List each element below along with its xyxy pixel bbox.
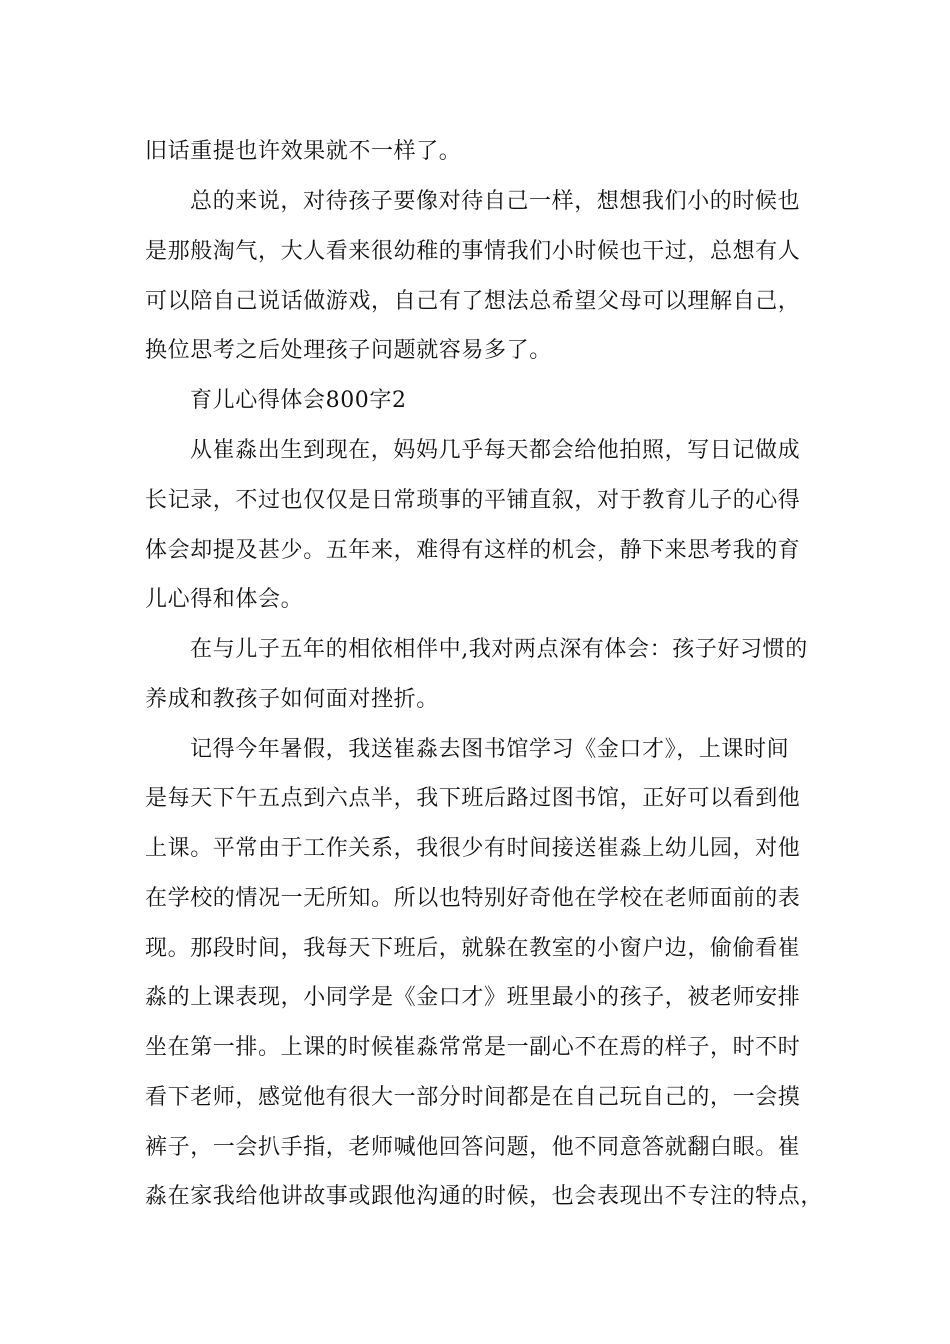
text-line-16: 在学校的情况一无所知。所以也特别好奇他在学校在老师面前的表	[145, 886, 801, 911]
text-line-2: 总的来说，对待孩子要像对待自己一样，想想我们小的时候也	[190, 189, 801, 214]
text-line-3: 是那般淘气，大人看来很幼稚的事情我们小时候也干过，总想有人	[145, 239, 801, 264]
text-line-15: 上课。平常由于工作关系，我很少有时间接送崔淼上幼儿园，对他	[145, 836, 801, 861]
text-line-4: 可以陪自己说话做游戏，自己有了想法总希望父母可以理解自己，	[145, 289, 801, 314]
text-line-20: 看下老师，感觉他有很大一部分时间都是在自己玩自己的，一会摸	[145, 1085, 801, 1110]
text-line-19: 坐在第一排。上课的时候崔淼常常是一副心不在焉的样子，时不时	[145, 1035, 801, 1060]
text-line-9: 体会却提及甚少。五年来，难得有这样的机会，静下来思考我的育	[145, 538, 801, 563]
text-line-5: 换位思考之后处理孩子问题就容易多了。	[145, 338, 552, 363]
section-heading: 育儿心得体会800字2	[190, 388, 407, 413]
text-line-17: 现。那段时间，我每天下班后，就躲在教室的小窗户边，偷偷看崔	[145, 936, 801, 961]
text-line-8: 长记录，不过也仅仅是日常琐事的平铺直叙，对于教育儿子的心得	[145, 488, 801, 513]
text-line-13: 记得今年暑假，我送崔淼去图书馆学习《金口才》，上课时间	[190, 737, 790, 762]
text-line-22: 淼在家我给他讲故事或跟他沟通的时候，也会表现出不专注的特点，	[145, 1184, 824, 1209]
text-line-7: 从崔淼出生到现在，妈妈几乎每天都会给他拍照，写日记做成	[190, 438, 801, 463]
text-line-11: 在与儿子五年的相依相伴中,我对两点深有体会：孩子好习惯的	[190, 637, 808, 662]
text-line-1: 旧话重提也许效果就不一样了。	[145, 139, 462, 164]
text-line-14: 是每天下午五点到六点半，我下班后路过图书馆，正好可以看到他	[145, 786, 801, 811]
text-line-18: 淼的上课表现，小同学是《金口才》班里最小的孩子，被老师安排	[145, 985, 801, 1010]
text-line-12: 养成和教孩子如何面对挫折。	[145, 687, 439, 712]
text-line-10: 儿心得和体会。	[145, 587, 304, 612]
text-line-21: 裤子，一会扒手指，老师喊他回答问题，他不同意答就翻白眼。崔	[145, 1135, 801, 1160]
